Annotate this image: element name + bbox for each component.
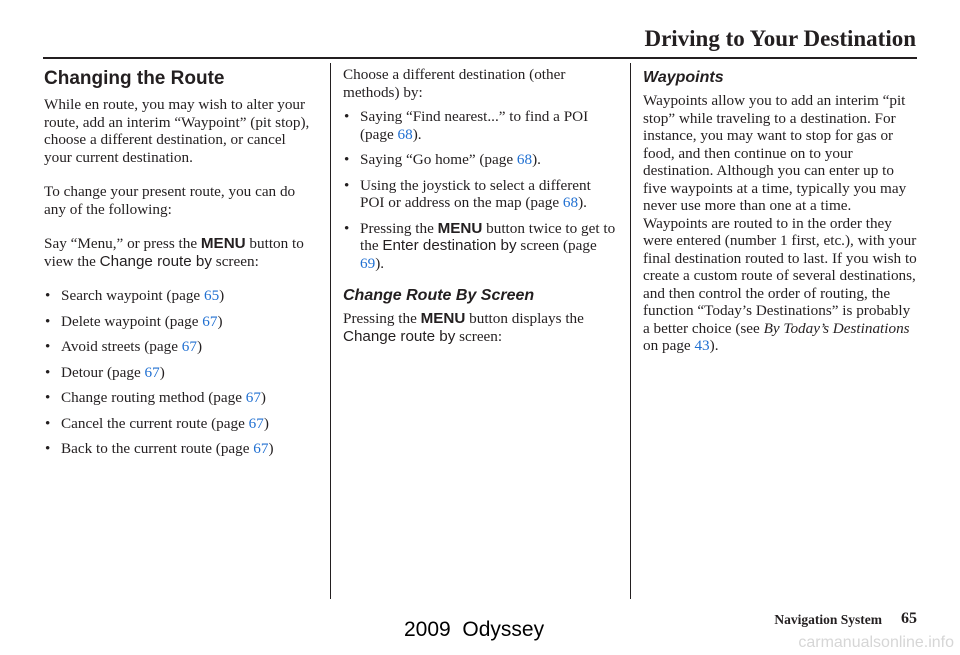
header-rule [43, 57, 917, 59]
page-link[interactable]: 67 [253, 440, 269, 457]
text: ). [532, 151, 541, 168]
instruction-paragraph: To change your present route, you can do any of the following: [44, 183, 296, 218]
text: ). [412, 125, 422, 143]
destination-methods-list [343, 108, 618, 272]
model-watermark: 2009 Odyssey [404, 618, 545, 641]
list-item [343, 108, 618, 143]
list-item [44, 287, 316, 305]
list-item [44, 364, 316, 382]
page-link[interactable]: 68 [516, 151, 533, 168]
list-item [343, 177, 618, 212]
page-number: 65 [901, 610, 917, 627]
text: Waypoints allow you to add an interim “pit stop” while traveling to a destination. For instance, you may want to stop for gas or food, and then continue on to your destination. Although you can enter up to five waypoints at a time, typically you may never use more than one at a time. Waypoints are routed to in the order they were entered (number 1 first, etc.), with your final destination routed to last. If you wish to create a custom route of several destinations, and then control the order of routing, the function “Today’s Destinations” is probably a better choice (see [643, 92, 917, 337]
text: ) [268, 440, 274, 457]
intro-paragraph: While en route, you may wish to alter your route, add an interim “Waypoint” (pit stop), choose a different destination, or cancel your current destination. [44, 96, 310, 166]
change-route-paragraph [343, 310, 618, 345]
menu-button-term: MENU [437, 219, 483, 237]
page-link[interactable]: 43 [694, 337, 710, 354]
waypoints-paragraph [643, 92, 918, 355]
text: Delete waypoint (page [61, 312, 203, 330]
screen-name: Enter destination by [382, 237, 517, 254]
text: ) [260, 389, 266, 406]
text: Back to the current route (page [61, 440, 254, 457]
text: screen (page [516, 237, 597, 254]
screen-name: Change route by [99, 252, 212, 270]
text: Saying “Find nearest...” to find a POI (page [360, 108, 589, 143]
cross-reference: By Today’s Destinations [763, 319, 910, 337]
list-item [44, 389, 316, 407]
column-1 [44, 66, 316, 466]
text: ) [196, 338, 203, 355]
text: Detour (page [61, 363, 145, 381]
footer-section-label: Navigation System [774, 612, 882, 627]
column-divider-2 [630, 63, 631, 599]
text: screen: [211, 252, 259, 270]
text: ). [578, 194, 587, 211]
text: ) [159, 363, 165, 381]
text: ) [263, 414, 269, 432]
text: Avoid streets (page [61, 338, 182, 355]
text: ) [219, 287, 225, 304]
section-heading: Changing the Route [44, 68, 225, 89]
page-link[interactable]: 68 [397, 125, 413, 143]
menu-button-term: MENU [200, 235, 246, 252]
list-item [44, 338, 316, 356]
text: Change routing method (page [61, 389, 246, 406]
waypoints-heading: Waypoints [643, 69, 724, 86]
page-link[interactable]: 65 [203, 287, 220, 304]
choose-destination-intro: Choose a different destination (other methods) by: [343, 66, 566, 101]
change-route-options-list [44, 287, 316, 458]
site-watermark: carmanualsonline.info [798, 634, 954, 651]
text: Say “Menu,” or press the [44, 235, 201, 252]
column-divider-1 [330, 63, 331, 599]
menu-button-term: MENU [420, 310, 466, 327]
screen-name: Change route by [343, 327, 456, 345]
text: Pressing the [360, 219, 438, 237]
list-item [343, 220, 618, 273]
list-item [44, 313, 316, 331]
list-item [343, 151, 618, 169]
page-link[interactable]: 69 [360, 254, 376, 272]
column-3 [643, 66, 918, 372]
text: ) [217, 312, 223, 330]
text: Search waypoint (page [61, 287, 204, 304]
list-item [44, 415, 316, 433]
page-header-title: Driving to Your Destination [644, 26, 916, 51]
page-link[interactable]: 67 [202, 312, 218, 330]
text: ). [375, 254, 385, 272]
menu-paragraph [44, 235, 316, 270]
text: button twice to get to the [360, 219, 616, 254]
text: Saying “Go home” (page [360, 151, 517, 168]
list-item [44, 440, 316, 458]
page-link[interactable]: 67 [181, 338, 197, 355]
text: Using the joystick to select a different POI or address on the map (page [360, 176, 591, 211]
page-link[interactable]: 67 [144, 363, 160, 381]
text: Cancel the current route (page [61, 414, 249, 432]
page-link[interactable]: 67 [248, 414, 264, 432]
text: on page [643, 337, 695, 354]
page-link[interactable]: 68 [562, 194, 579, 211]
text: button displays the [465, 310, 584, 327]
text: Pressing the [343, 310, 421, 327]
change-route-by-screen-heading: Change Route By Screen [343, 287, 535, 304]
text: screen: [455, 327, 503, 345]
text: button to view the [44, 235, 304, 270]
column-2 [343, 66, 618, 362]
page-link[interactable]: 67 [245, 389, 261, 406]
text: ). [709, 337, 719, 354]
